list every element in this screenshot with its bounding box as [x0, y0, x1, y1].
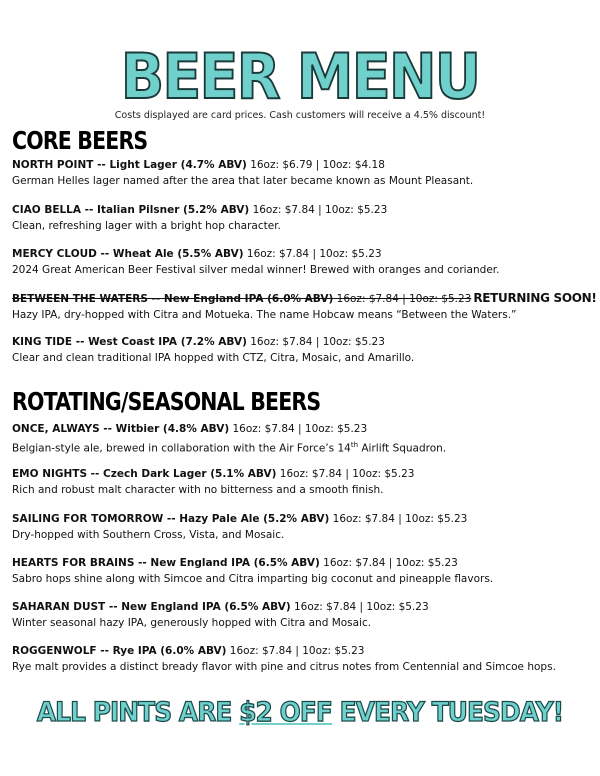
beer-description: Clean, refreshing lager with a bright hop character.	[12, 220, 281, 232]
beer-description: Winter seasonal hazy IPA, generously hopped with Citra and Mosaic.	[12, 617, 372, 629]
beer-price: 16oz: $7.84 | 10oz: $5.23	[243, 248, 382, 260]
beer-price: 16oz: $7.84 | 10oz: $5.23	[276, 468, 415, 480]
beer-item-north-point	[12, 158, 592, 188]
beer-item-saharan-dust	[12, 600, 592, 630]
tuesday-promo-banner: ALL PINTS ARE $2 OFF EVERY TUESDAY!	[36, 697, 564, 728]
beer-name: SAHARAN DUST -- New England IPA (6.5% ABV)	[12, 601, 291, 613]
beer-price: 16oz: $7.84 | 10oz: $5.23	[229, 423, 368, 435]
discount-note: Costs displayed are card prices. Cash customers will receive a 4.5% discount!	[114, 110, 486, 121]
beer-item-once-always	[12, 422, 592, 456]
beer-name: ROGGENWOLF -- Rye IPA (6.0% ABV)	[12, 645, 227, 657]
rotating-beers-heading: ROTATING/SEASONAL BEERS	[12, 387, 321, 416]
beer-price: 16oz: $6.79 | 10oz: $4.18	[246, 159, 385, 171]
beer-item-ciao-bella	[12, 203, 592, 233]
beer-item-between-the-waters	[12, 291, 597, 322]
beer-description: Rich and robust malt character with no bitterness and a smooth finish.	[12, 484, 384, 496]
beer-description: Dry-hopped with Southern Cross, Vista, and Mosaic.	[12, 529, 285, 541]
beer-price: 16oz: $7.84 | 10oz: $5.23	[246, 336, 385, 348]
beer-name: SAILING FOR TOMORROW -- Hazy Pale Ale (5.2% ABV)	[12, 513, 330, 525]
beer-name: NORTH POINT -- Light Lager (4.7% ABV)	[12, 159, 247, 171]
beer-price: 16oz: $7.84 | 10oz: $5.23	[290, 601, 429, 613]
beer-description: Clear and clean traditional IPA hopped with CTZ, Citra, Mosaic, and Amarillo.	[12, 352, 415, 364]
beer-item-king-tide	[12, 335, 592, 365]
beer-item-mercy-cloud	[12, 247, 592, 277]
beer-item-hearts-for-brains	[12, 556, 592, 586]
returning-soon-badge: RETURNING SOON!	[473, 291, 597, 305]
page-title: BEER MENU	[120, 40, 480, 113]
beer-name: ONCE, ALWAYS -- Witbier (4.8% ABV)	[12, 423, 230, 435]
core-beers-heading: CORE BEERS	[12, 126, 148, 155]
beer-description: Belgian-style ale, brewed in collaboration with the Air Force’s 14th Airlift Squadron.	[12, 441, 447, 455]
beer-description: Rye malt provides a distinct bready flavor with pine and citrus notes from Centennial and Simcoe hops.	[12, 661, 556, 673]
beer-description: German Helles lager named after the area that later became known as Mount Pleasant.	[12, 175, 474, 187]
beer-description: Sabro hops shine along with Simcoe and Citra imparting big coconut and pineapple flavors.	[12, 573, 494, 585]
beer-description: Hazy IPA, dry-hopped with Citra and Motueka. The name Hobcaw means “Between the Waters.”	[12, 309, 517, 321]
beer-description: 2024 Great American Beer Festival silver medal winner! Brewed with oranges and coriander.	[12, 264, 500, 276]
beer-name: MERCY CLOUD -- Wheat Ale (5.5% ABV)	[12, 248, 244, 260]
beer-price: 16oz: $7.84 | 10oz: $5.23	[329, 513, 468, 525]
beer-name: HEARTS FOR BRAINS -- New England IPA (6.5% ABV)	[12, 557, 320, 569]
promo-deal: $2 OFF	[239, 697, 332, 728]
beer-price: 16oz: $7.84 | 10oz: $5.23	[319, 557, 458, 569]
beer-name: BETWEEN THE WATERS -- New England IPA (6.0% ABV)	[12, 293, 334, 305]
beer-name: CIAO BELLA -- Italian Pilsner (5.2% ABV)	[12, 204, 250, 216]
beer-item-emo-nights	[12, 467, 592, 497]
beer-item-roggenwolf	[12, 644, 592, 674]
beer-price: 16oz: $7.84 | 10oz: $5.23	[226, 645, 365, 657]
beer-price: 16oz: $7.84 | 10oz: $5.23	[249, 204, 388, 216]
beer-name: KING TIDE -- West Coast IPA (7.2% ABV)	[12, 336, 247, 348]
beer-name: EMO NIGHTS -- Czech Dark Lager (5.1% ABV)	[12, 468, 277, 480]
beer-price: 16oz: $7.84 | 10oz: $5.23	[333, 293, 472, 305]
beer-item-sailing-for-tomorrow	[12, 512, 592, 542]
